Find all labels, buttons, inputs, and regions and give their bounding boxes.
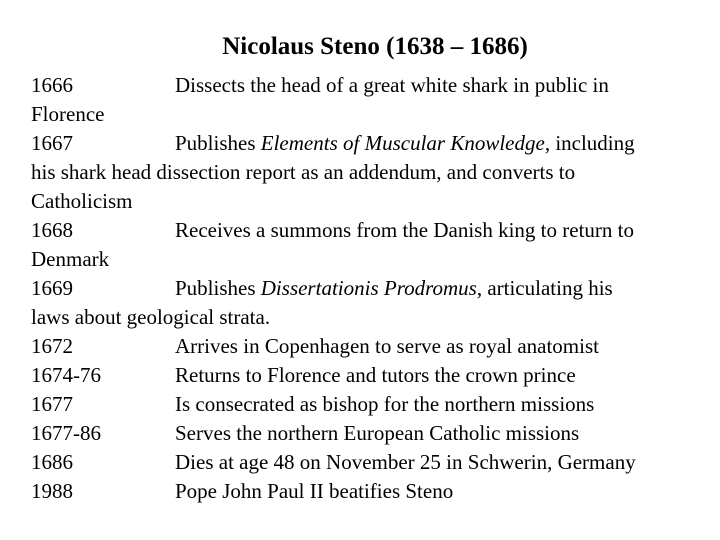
entry-year: 1672 xyxy=(31,334,73,358)
timeline-entry-1672 xyxy=(31,332,713,361)
entry-year: 1666 xyxy=(31,73,73,97)
entry-text: Receives a summons from the Danish king to return to xyxy=(175,218,634,242)
entry-year: 1677 xyxy=(31,392,73,416)
timeline xyxy=(31,71,713,506)
entry-text: Arrives in Copenhagen to serve as royal anatomist xyxy=(175,334,599,358)
timeline-entry-1677-86 xyxy=(31,419,713,448)
entry-text: Publishes xyxy=(175,131,261,155)
timeline-entry-1674-76 xyxy=(31,361,713,390)
entry-text: Pope John Paul II beatifies Steno xyxy=(175,479,454,503)
timeline-entry-1686 xyxy=(31,448,713,477)
entry-year: 1667 xyxy=(31,131,73,155)
entry-text: Publishes xyxy=(175,276,261,300)
entry-text: Is consecrated as bishop for the northern missions xyxy=(175,392,595,416)
timeline-entry-1988 xyxy=(31,477,713,506)
book-title: Dissertationis Prodromus xyxy=(260,276,477,300)
entry-text-continuation: Catholicism xyxy=(31,189,133,213)
entry-text: , including xyxy=(544,131,635,155)
entry-text-continuation: Florence xyxy=(31,102,105,126)
entry-text-continuation: his shark head dissection report as an addendum, and converts to xyxy=(31,160,576,184)
entry-text-continuation: Denmark xyxy=(31,247,110,271)
entry-year: 1668 xyxy=(31,218,73,242)
timeline-entry-1666 xyxy=(31,71,713,129)
entry-year: 1677-86 xyxy=(31,421,101,445)
timeline-entry-1667 xyxy=(31,129,713,216)
timeline-entry-1669 xyxy=(31,274,713,332)
entry-text: Returns to Florence and tutors the crown prince xyxy=(175,363,576,387)
entry-text: Dissects the head of a great white shark in public in xyxy=(175,73,609,97)
entry-text-continuation: laws about geological strata. xyxy=(31,305,271,329)
entry-year: 1988 xyxy=(31,479,73,503)
page-title: Nicolaus Steno (1638 – 1686) xyxy=(222,33,528,60)
entry-year: 1674-76 xyxy=(31,363,101,387)
timeline-entry-1668 xyxy=(31,216,713,274)
entry-text: Serves the northern European Catholic missions xyxy=(175,421,580,445)
entry-text: Dies at age 48 on November 25 in Schwerin, Germany xyxy=(175,450,636,474)
timeline-entry-1677 xyxy=(31,390,713,419)
book-title: Elements of Muscular Knowledge xyxy=(260,131,545,155)
entry-year: 1686 xyxy=(31,450,73,474)
entry-year: 1669 xyxy=(31,276,73,300)
entry-text: , articulating his xyxy=(476,276,613,300)
